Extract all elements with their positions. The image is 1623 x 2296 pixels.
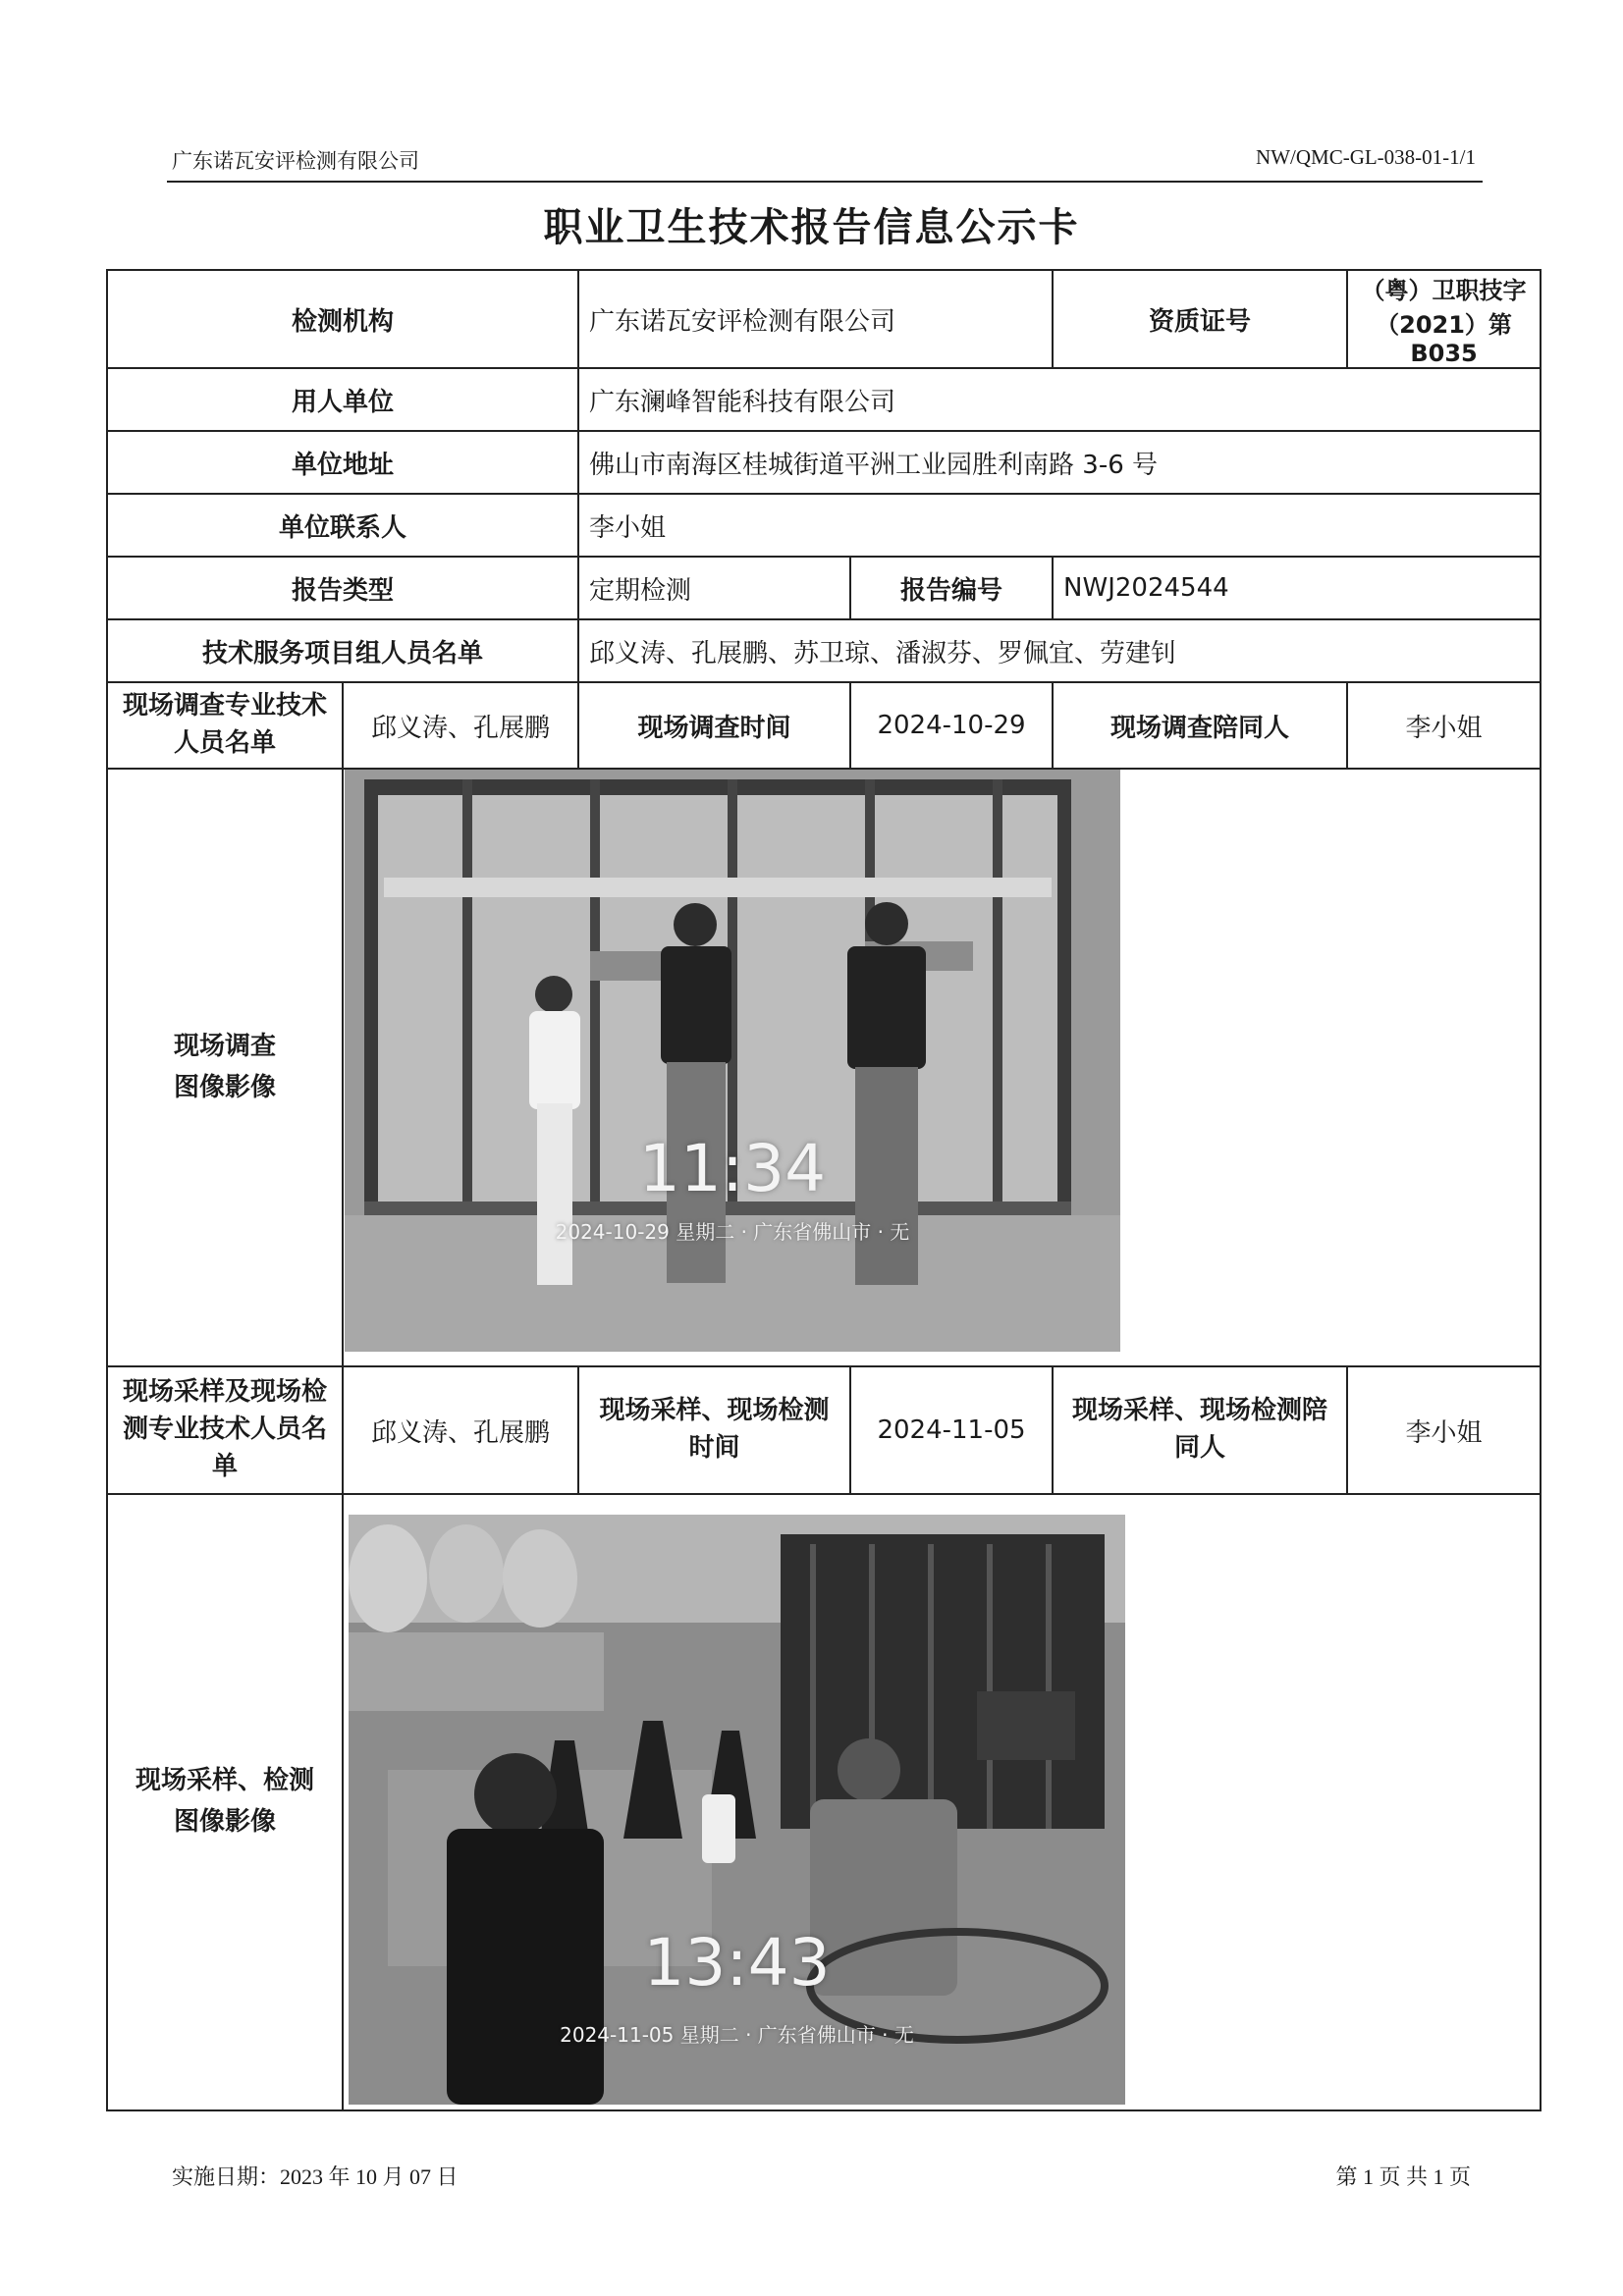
- team-label: 技术服务项目组人员名单: [107, 619, 578, 682]
- row-org: [107, 270, 1541, 368]
- row-sampling-staff: [107, 1366, 1541, 1494]
- survey-time-value: 2024-10-29: [850, 682, 1053, 769]
- survey-photo-cell: [343, 769, 1541, 1366]
- survey-escort-value: 李小姐: [1347, 682, 1541, 769]
- sampling-photo-image: [349, 1515, 1125, 2105]
- header-doc-code: NW/QMC-GL-038-01-1/1: [1256, 145, 1476, 169]
- row-contact: [107, 494, 1541, 557]
- type-label: 报告类型: [107, 557, 578, 619]
- survey-photo-label: 现场调查图像影像: [107, 769, 343, 1366]
- employer-label: 用人单位: [107, 368, 578, 431]
- row-report-type: [107, 557, 1541, 619]
- info-card-table: [106, 269, 1542, 2111]
- employer-value: 广东澜峰智能科技有限公司: [578, 368, 1541, 431]
- row-address: [107, 431, 1541, 494]
- row-employer: [107, 368, 1541, 431]
- survey-photo-time: 11:34: [638, 1131, 827, 1206]
- row-survey-photo: [107, 769, 1541, 1366]
- header-rule: [167, 181, 1483, 183]
- sampling-staff-value: 邱义涛、孔展鹏: [343, 1366, 578, 1494]
- sampling-photo-time: 13:43: [643, 1925, 831, 2001]
- survey-staff-value: 邱义涛、孔展鹏: [343, 682, 578, 769]
- org-value: 广东诺瓦安评检测有限公司: [578, 270, 1053, 368]
- address-label: 单位地址: [107, 431, 578, 494]
- contact-label: 单位联系人: [107, 494, 578, 557]
- type-value: 定期检测: [578, 557, 850, 619]
- sampling-photo: [349, 1515, 1125, 2105]
- sampling-photo-date: 2024-11-05 星期二 · 广东省佛山市 · 无: [560, 2023, 914, 2047]
- sampling-escort-value: 李小姐: [1347, 1366, 1541, 1494]
- sampling-time-label: 现场采样、现场检测时间: [578, 1366, 850, 1494]
- sampling-time-value: 2024-11-05: [850, 1366, 1053, 1494]
- row-sampling-photo: [107, 1494, 1541, 2110]
- footer-effective-date: 实施日期：2023 年 10 月 07 日: [172, 2164, 459, 2189]
- survey-escort-label: 现场调查陪同人: [1053, 682, 1347, 769]
- report-no-label: 报告编号: [850, 557, 1053, 619]
- cert-label: 资质证号: [1053, 270, 1347, 368]
- survey-photo: [345, 770, 1120, 1352]
- row-survey-staff: [107, 682, 1541, 769]
- address-value: 佛山市南海区桂城街道平洲工业园胜利南路 3-6 号: [578, 431, 1541, 494]
- survey-photo-date: 2024-10-29 星期二 · 广东省佛山市 · 无: [555, 1220, 910, 1244]
- survey-time-label: 现场调查时间: [578, 682, 850, 769]
- survey-photo-image: [345, 770, 1120, 1352]
- contact-value: 李小姐: [578, 494, 1541, 557]
- row-team: [107, 619, 1541, 682]
- page-title: 职业卫生技术报告信息公示卡: [543, 205, 1080, 250]
- org-label: 检测机构: [107, 270, 578, 368]
- sampling-escort-label: 现场采样、现场检测陪同人: [1053, 1366, 1347, 1494]
- cert-value: （粤）卫职技字（2021）第 B035: [1347, 270, 1541, 368]
- sampling-staff-label: 现场采样及现场检测专业技术人员名单: [107, 1366, 343, 1494]
- sampling-photo-cell: [343, 1494, 1541, 2110]
- report-no-value: NWJ2024544: [1053, 557, 1541, 619]
- footer-page-number: 第 1 页 共 1 页: [1335, 2164, 1471, 2189]
- header-company: 广东诺瓦安评检测有限公司: [172, 149, 419, 173]
- survey-staff-label: 现场调查专业技术人员名单: [107, 682, 343, 769]
- sampling-photo-label: 现场采样、检测图像影像: [107, 1494, 343, 2110]
- team-value: 邱义涛、孔展鹏、苏卫琼、潘淑芬、罗佩宜、劳建钊: [578, 619, 1541, 682]
